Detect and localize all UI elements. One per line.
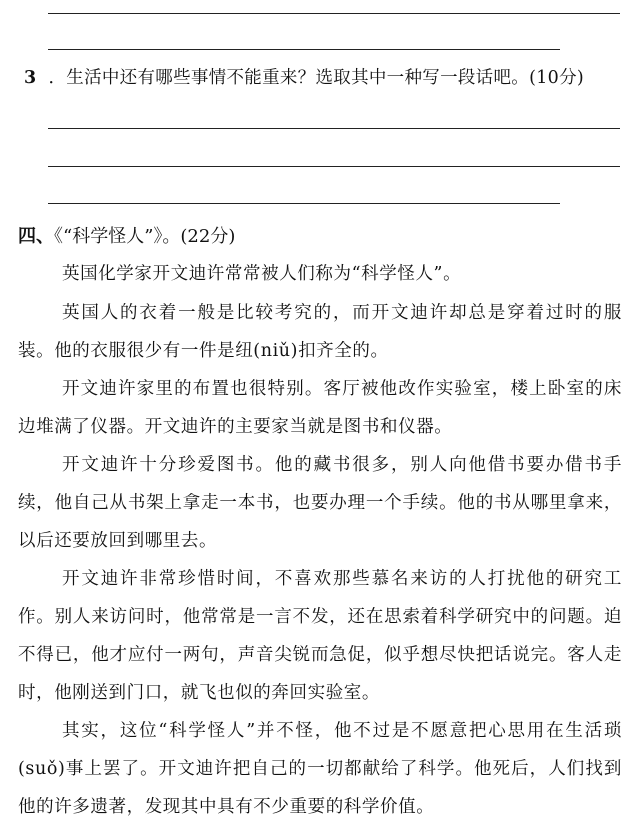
answer-line [48,49,560,50]
section-heading [18,222,235,248]
passage-paragraph: 开文迪许家里的布置也很特别。客厅被他改作实验室，楼上卧室的床边堆满了仪器。开文迪许的主要家当就是图书和仪器。 [18,379,622,437]
question-3 [24,64,624,89]
answer-line [48,128,620,129]
passage-paragraph: 英国人的衣着一般是比较考究的，而开文迪许却总是穿着过时的服装。他的衣服很少有一件是纽(niǔ)扣齐全的。 [18,303,622,361]
passage-paragraph: 开文迪许十分珍爱图书。他的藏书很多，别人向他借书要办借书手续，他自己从书架上拿走一本书，也要办理一个手续。他的书从哪里拿来，以后还要放回到哪里去。 [18,455,622,551]
passage-paragraph: 其实，这位“科学怪人”并不怪，他不过是不愿意把心思用在生活琐(suǒ)事上罢了。开文迪许把自己的一切都献给了科学。他死后，人们找到他的许多遗著，发现其中具有不少重要的科学价值。 [18,721,622,817]
answer-line [48,13,620,14]
question-number: 3 [24,68,37,88]
answer-line [48,203,560,204]
passage-paragraph: 开文迪许非常珍惜时间，不喜欢那些慕名来访的人打扰他的研究工作。别人来访问时，他常常是一言不发，还在思索着科学研究中的问题。迫不得已，他才应付一两句，声音尖锐而急促，似乎想尽快把话说完。客人走时，他刚送到门口，就飞也似的奔回实验室。 [18,569,622,703]
answer-line [48,166,620,167]
section-number: 四、 [18,226,54,247]
section-title: 《“科学怪人”》。(22分) [54,226,236,247]
passage-paragraph: 英国化学家开文迪许常常被人们称为“科学怪人”。 [62,264,462,284]
question-text: ．生活中还有哪些事情不能重来？选取其中一种写一段话吧。(10分) [48,68,585,88]
